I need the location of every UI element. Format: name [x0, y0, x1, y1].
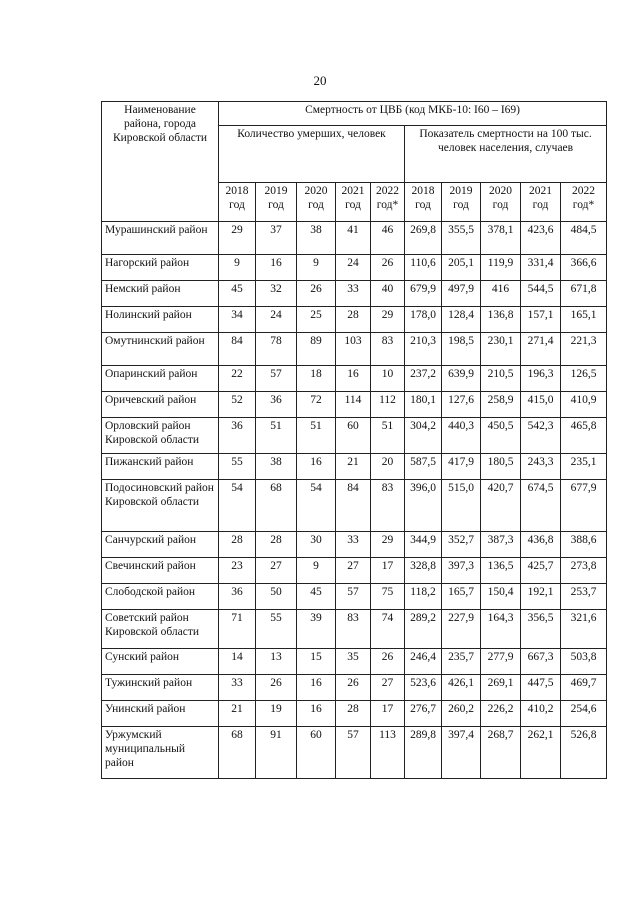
rate-year-header: 2019 год	[442, 183, 481, 222]
deaths-cell: 113	[371, 727, 405, 779]
rate-cell: 674,5	[521, 480, 561, 532]
deaths-cell: 16	[297, 675, 336, 701]
deaths-cell: 51	[371, 418, 405, 454]
deaths-cell: 114	[336, 392, 371, 418]
rate-cell: 331,4	[521, 255, 561, 281]
rate-cell: 526,8	[561, 727, 607, 779]
deaths-cell: 51	[256, 418, 297, 454]
rate-cell: 180,1	[405, 392, 442, 418]
rate-cell: 420,7	[481, 480, 521, 532]
rate-cell: 671,8	[561, 281, 607, 307]
rate-cell: 210,5	[481, 366, 521, 392]
deaths-cell: 83	[336, 610, 371, 649]
rate-cell: 410,9	[561, 392, 607, 418]
deaths-cell: 17	[371, 701, 405, 727]
table-body	[102, 222, 607, 779]
region-name-cell: Санчурский район	[102, 532, 219, 558]
rate-cell: 253,7	[561, 584, 607, 610]
rate-cell: 523,6	[405, 675, 442, 701]
rate-cell: 465,8	[561, 418, 607, 454]
deaths-cell: 60	[336, 418, 371, 454]
mortality-rate-header: Показатель смертности на 100 тыс. человек населения, случаев	[405, 126, 607, 183]
rate-cell: 118,2	[405, 584, 442, 610]
deaths-cell: 34	[219, 307, 256, 333]
deaths-cell: 75	[371, 584, 405, 610]
rate-year-header: 2022 год*	[561, 183, 607, 222]
rate-cell: 269,1	[481, 675, 521, 701]
region-name-cell: Оричевский район	[102, 392, 219, 418]
rate-cell: 254,6	[561, 701, 607, 727]
deaths-cell: 83	[371, 480, 405, 532]
deaths-cell: 26	[256, 675, 297, 701]
rate-cell: 366,6	[561, 255, 607, 281]
deaths-cell: 45	[219, 281, 256, 307]
table-row	[102, 480, 607, 532]
rate-cell: 277,9	[481, 649, 521, 675]
rate-cell: 289,8	[405, 727, 442, 779]
rate-cell: 192,1	[521, 584, 561, 610]
rate-cell: 235,1	[561, 454, 607, 480]
rate-cell: 127,6	[442, 392, 481, 418]
rate-cell: 436,8	[521, 532, 561, 558]
rate-cell: 243,3	[521, 454, 561, 480]
rate-year-header: 2018 год	[405, 183, 442, 222]
rate-cell: 273,8	[561, 558, 607, 584]
rate-cell: 157,1	[521, 307, 561, 333]
rate-cell: 230,1	[481, 333, 521, 366]
rate-cell: 397,4	[442, 727, 481, 779]
rate-cell: 210,3	[405, 333, 442, 366]
rate-cell: 178,0	[405, 307, 442, 333]
deaths-cell: 36	[219, 418, 256, 454]
deaths-cell: 55	[219, 454, 256, 480]
deaths-cell: 45	[297, 584, 336, 610]
table-row	[102, 584, 607, 610]
rate-cell: 328,8	[405, 558, 442, 584]
rate-cell: 150,4	[481, 584, 521, 610]
deaths-cell: 68	[219, 727, 256, 779]
rate-year-header: 2020 год	[481, 183, 521, 222]
deaths-cell: 54	[219, 480, 256, 532]
rate-cell: 544,5	[521, 281, 561, 307]
table-row	[102, 532, 607, 558]
deaths-cell: 24	[336, 255, 371, 281]
deaths-cell: 16	[256, 255, 297, 281]
region-name-cell: Сунский район	[102, 649, 219, 675]
table-row	[102, 333, 607, 366]
rate-cell: 246,4	[405, 649, 442, 675]
rate-cell: 356,5	[521, 610, 561, 649]
rate-cell: 269,8	[405, 222, 442, 255]
deaths-cell: 13	[256, 649, 297, 675]
rate-cell: 417,9	[442, 454, 481, 480]
deaths-cell: 9	[297, 558, 336, 584]
rate-cell: 205,1	[442, 255, 481, 281]
rate-cell: 289,2	[405, 610, 442, 649]
rate-cell: 388,6	[561, 532, 607, 558]
rate-cell: 355,5	[442, 222, 481, 255]
table-row	[102, 610, 607, 649]
deaths-cell: 40	[371, 281, 405, 307]
deaths-cell: 10	[371, 366, 405, 392]
region-name-cell: Пижанский район	[102, 454, 219, 480]
table-row	[102, 727, 607, 779]
deaths-cell: 41	[336, 222, 371, 255]
table-row	[102, 392, 607, 418]
table-row	[102, 675, 607, 701]
rate-cell: 397,3	[442, 558, 481, 584]
rate-cell: 497,9	[442, 281, 481, 307]
deaths-cell: 20	[371, 454, 405, 480]
region-name-cell: Нагорский район	[102, 255, 219, 281]
rate-cell: 425,7	[521, 558, 561, 584]
rate-cell: 271,4	[521, 333, 561, 366]
deaths-cell: 22	[219, 366, 256, 392]
region-name-cell: Немский район	[102, 281, 219, 307]
deaths-cell: 17	[371, 558, 405, 584]
deaths-cell: 23	[219, 558, 256, 584]
deaths-year-header: 2022 год*	[371, 183, 405, 222]
deaths-cell: 30	[297, 532, 336, 558]
rate-cell: 136,8	[481, 307, 521, 333]
deaths-cell: 27	[336, 558, 371, 584]
deaths-cell: 36	[256, 392, 297, 418]
rate-cell: 198,5	[442, 333, 481, 366]
region-name-cell: Подосиновский район Кировской области	[102, 480, 219, 532]
rate-cell: 128,4	[442, 307, 481, 333]
deaths-cell: 16	[336, 366, 371, 392]
rate-cell: 484,5	[561, 222, 607, 255]
region-name-cell: Мурашинский район	[102, 222, 219, 255]
rate-cell: 126,5	[561, 366, 607, 392]
deaths-cell: 78	[256, 333, 297, 366]
deaths-cell: 60	[297, 727, 336, 779]
deaths-cell: 29	[219, 222, 256, 255]
rate-cell: 423,6	[521, 222, 561, 255]
deaths-cell: 112	[371, 392, 405, 418]
rate-cell: 639,9	[442, 366, 481, 392]
deaths-cell: 27	[371, 675, 405, 701]
region-name-header: Наименование района, города Кировской области	[102, 102, 219, 222]
rate-cell: 136,5	[481, 558, 521, 584]
table-row	[102, 366, 607, 392]
table-row	[102, 558, 607, 584]
table-row	[102, 418, 607, 454]
deaths-cell: 52	[219, 392, 256, 418]
region-name-cell: Свечинский район	[102, 558, 219, 584]
deaths-cell: 19	[256, 701, 297, 727]
rate-cell: 515,0	[442, 480, 481, 532]
region-name-cell: Советский район Кировской области	[102, 610, 219, 649]
deaths-cell: 54	[297, 480, 336, 532]
deaths-cell: 28	[336, 307, 371, 333]
deaths-cell: 32	[256, 281, 297, 307]
region-name-cell: Опаринский район	[102, 366, 219, 392]
rate-cell: 469,7	[561, 675, 607, 701]
deaths-cell: 74	[371, 610, 405, 649]
deaths-cell: 33	[336, 281, 371, 307]
rate-cell: 416	[481, 281, 521, 307]
deaths-cell: 36	[219, 584, 256, 610]
deaths-cell: 26	[371, 255, 405, 281]
cvb-mortality-header: Смертность от ЦВБ (код МКБ-10: I60 – I69)	[219, 102, 607, 126]
deaths-cell: 51	[297, 418, 336, 454]
rate-cell: 262,1	[521, 727, 561, 779]
deaths-cell: 83	[371, 333, 405, 366]
deaths-cell: 16	[297, 454, 336, 480]
deaths-year-header: 2020 год	[297, 183, 336, 222]
deaths-year-header: 2018 год	[219, 183, 256, 222]
deaths-cell: 9	[219, 255, 256, 281]
deaths-cell: 28	[336, 701, 371, 727]
rate-cell: 196,3	[521, 366, 561, 392]
deaths-cell: 68	[256, 480, 297, 532]
rate-cell: 260,2	[442, 701, 481, 727]
region-name-cell: Унинский район	[102, 701, 219, 727]
deaths-year-header: 2019 год	[256, 183, 297, 222]
table-row	[102, 649, 607, 675]
deaths-cell: 24	[256, 307, 297, 333]
rate-cell: 679,9	[405, 281, 442, 307]
table-row	[102, 222, 607, 255]
deaths-cell: 57	[336, 584, 371, 610]
deaths-cell: 37	[256, 222, 297, 255]
deaths-cell: 14	[219, 649, 256, 675]
deaths-cell: 57	[336, 727, 371, 779]
deaths-cell: 29	[371, 532, 405, 558]
rate-cell: 542,3	[521, 418, 561, 454]
rate-cell: 226,2	[481, 701, 521, 727]
rate-cell: 165,1	[561, 307, 607, 333]
deaths-year-header: 2021 год	[336, 183, 371, 222]
rate-year-header: 2021 год	[521, 183, 561, 222]
region-name-cell: Слободской район	[102, 584, 219, 610]
deaths-cell: 25	[297, 307, 336, 333]
rate-cell: 587,5	[405, 454, 442, 480]
deaths-count-header: Количество умерших, человек	[219, 126, 405, 183]
table-row	[102, 454, 607, 480]
rate-cell: 352,7	[442, 532, 481, 558]
deaths-cell: 46	[371, 222, 405, 255]
deaths-cell: 33	[336, 532, 371, 558]
rate-cell: 110,6	[405, 255, 442, 281]
rate-cell: 180,5	[481, 454, 521, 480]
deaths-cell: 103	[336, 333, 371, 366]
deaths-cell: 72	[297, 392, 336, 418]
rate-cell: 227,9	[442, 610, 481, 649]
rate-cell: 387,3	[481, 532, 521, 558]
table-row	[102, 307, 607, 333]
region-name-cell: Уржумский муниципальный район	[102, 727, 219, 779]
deaths-cell: 57	[256, 366, 297, 392]
deaths-cell: 89	[297, 333, 336, 366]
table-row	[102, 281, 607, 307]
table-row	[102, 255, 607, 281]
deaths-cell: 84	[219, 333, 256, 366]
rate-cell: 447,5	[521, 675, 561, 701]
region-name-cell: Тужинский район	[102, 675, 219, 701]
rate-cell: 321,6	[561, 610, 607, 649]
deaths-cell: 28	[256, 532, 297, 558]
rate-cell: 440,3	[442, 418, 481, 454]
deaths-cell: 15	[297, 649, 336, 675]
rate-cell: 235,7	[442, 649, 481, 675]
deaths-cell: 50	[256, 584, 297, 610]
deaths-cell: 71	[219, 610, 256, 649]
deaths-cell: 18	[297, 366, 336, 392]
deaths-cell: 39	[297, 610, 336, 649]
rate-cell: 237,2	[405, 366, 442, 392]
rate-cell: 344,9	[405, 532, 442, 558]
rate-cell: 426,1	[442, 675, 481, 701]
rate-cell: 677,9	[561, 480, 607, 532]
deaths-cell: 91	[256, 727, 297, 779]
rate-cell: 276,7	[405, 701, 442, 727]
deaths-cell: 33	[219, 675, 256, 701]
deaths-cell: 27	[256, 558, 297, 584]
region-name-cell: Омутнинский район	[102, 333, 219, 366]
rate-cell: 410,2	[521, 701, 561, 727]
rate-cell: 378,1	[481, 222, 521, 255]
deaths-cell: 84	[336, 480, 371, 532]
deaths-cell: 9	[297, 255, 336, 281]
rate-cell: 450,5	[481, 418, 521, 454]
deaths-cell: 16	[297, 701, 336, 727]
deaths-cell: 29	[371, 307, 405, 333]
rate-cell: 396,0	[405, 480, 442, 532]
rate-cell: 258,9	[481, 392, 521, 418]
rate-cell: 268,7	[481, 727, 521, 779]
deaths-cell: 21	[336, 454, 371, 480]
table-row	[102, 701, 607, 727]
deaths-cell: 38	[256, 454, 297, 480]
deaths-cell: 26	[297, 281, 336, 307]
deaths-cell: 21	[219, 701, 256, 727]
deaths-cell: 26	[336, 675, 371, 701]
deaths-cell: 26	[371, 649, 405, 675]
region-name-cell: Нолинский район	[102, 307, 219, 333]
rate-cell: 667,3	[521, 649, 561, 675]
mortality-table	[101, 101, 607, 779]
rate-cell: 165,7	[442, 584, 481, 610]
rate-cell: 415,0	[521, 392, 561, 418]
rate-cell: 119,9	[481, 255, 521, 281]
rate-cell: 304,2	[405, 418, 442, 454]
deaths-cell: 35	[336, 649, 371, 675]
rate-cell: 221,3	[561, 333, 607, 366]
deaths-cell: 28	[219, 532, 256, 558]
page-number: 20	[313, 73, 327, 88]
deaths-cell: 55	[256, 610, 297, 649]
rate-cell: 164,3	[481, 610, 521, 649]
region-name-cell: Орловский район Кировской области	[102, 418, 219, 454]
deaths-cell: 38	[297, 222, 336, 255]
rate-cell: 503,8	[561, 649, 607, 675]
